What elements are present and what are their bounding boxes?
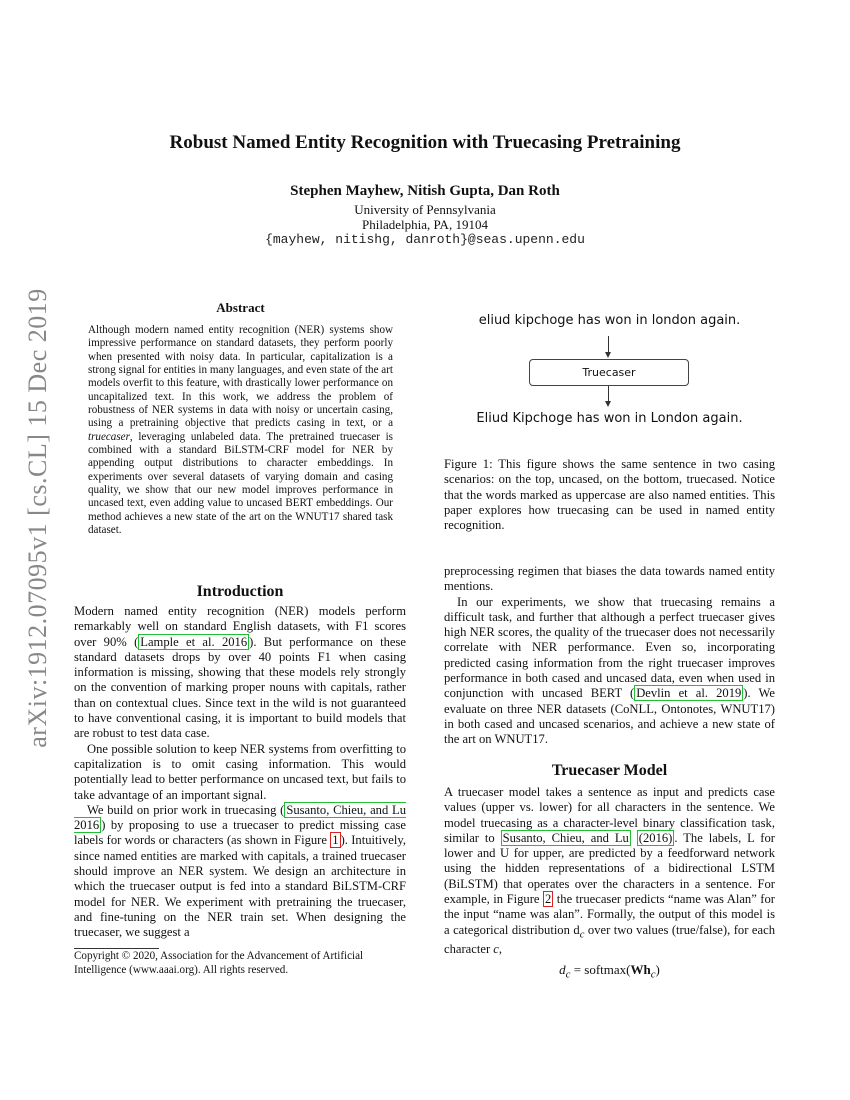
- paper-title: Robust Named Entity Recognition with Truecasing Pretraining: [169, 132, 681, 153]
- footnote-rule: [74, 948, 159, 949]
- figure-1-reference[interactable]: 1: [332, 833, 339, 848]
- copyright-footnote: Copyright © 2020, Association for the Advancement of Artificial Intelligence (www.aaai.org). All rights reserved.: [74, 950, 364, 976]
- abstract-emphasis: truecaser: [88, 430, 130, 443]
- introduction-heading: Introduction: [196, 583, 284, 600]
- abstract-body: Although modern named entity recognition (NER) systems show impressive performance on standard datasets, they perform poorly when presented with noisy data. In particular, capitalization is a strong signal for entities in many languages, and even state of the art models overfit to this feature, with drastically lower performance on uncapitalized text. In this work, we address the problem of robustness of NER systems in data with noisy or uncertain casing, using a pretraining objective that predicts casing in text, or a truecaser, leveraging unlabeled data. The pretrained truecaser is combined with a standard BiLSTM-CRF model for NER by appending output distributions to character embeddings. In experiments over several datasets of varying domain and casing quality, we show that our new model improves performance in uncased text, even adding value to uncased BERT embeddings. Our method achieves a new state of the art on the WNUT17 shared task dataset.: [88, 324, 393, 537]
- intro-paragraph-1: Modern named entity recognition (NER) models perform remarkably well on standard English datasets, with F1 scores over 90% ( Lample et al. 2016 ). But performance on these standard datasets drops by over 40 points F1 when casing information is missing, showing that these models rely strongly on the convention of marking proper nouns with capitals, rather than on contextual clues. Since text in the wild is not guaranteed to have conventional casing, it is important to build models that are robust to test data case.: [74, 604, 406, 741]
- right-paragraph-2: In our experiments, we show that truecasing remains a difficult task, and further that although a perfect truecaser gives high NER scores, the quality of the truecaser does not necessarily correlate with NER performance. Even so, incorporating predicted casing information from the right truecaser improves performance in both cased and uncased data, even when used in conjunction with uncased BERT ( Devlin et al. 2019 ). We evaluate on three NER datasets (CoNLL, Ontonotes, WNUT17) in both cased and uncased scenarios, and achieve a new state of the art on WNUT17.: [444, 594, 775, 747]
- citation-susanto-year[interactable]: (2016): [638, 830, 673, 845]
- author-affiliation: University of Pennsylvania: [354, 202, 496, 217]
- citation-devlin-2019[interactable]: Devlin et al. 2019: [636, 686, 742, 701]
- citation-susanto-2016[interactable]: Susanto, Chieu, and Lu 2016: [74, 802, 406, 833]
- introduction-body: [74, 604, 406, 941]
- figure-arrow-in-line: [608, 336, 609, 353]
- citation-susanto-authors[interactable]: Susanto, Chieu, and Lu: [502, 830, 629, 845]
- author-emails: {mayhew, nitishg, danroth}@seas.upenn.edu: [265, 232, 585, 247]
- figure-arrow-out-line: [608, 386, 609, 402]
- softmax-equation: $d_c$ = $softmax(Wh_c)$: [559, 962, 660, 981]
- figure-arrow-out-head: [605, 401, 611, 407]
- figure-arrow-in-head: [605, 352, 611, 358]
- figure-2-reference[interactable]: 2: [544, 892, 552, 907]
- author-address: Philadelphia, PA, 19104: [362, 217, 488, 232]
- paper-authors: Stephen Mayhew, Nitish Gupta, Dan Roth: [290, 183, 560, 199]
- truecaser-paragraph-1: A truecaser model takes a sentence as input and predicts case values (upper vs. lower) for all characters in the sentence. We model truecasing as a character-level binary classification task, similar to Susanto, Chieu, and Lu (2016) . The labels, L for lower and U for upper, are predicted by a feedforward network using the hidden representations of a bidirectional LSTM (BiLSTM) that operates over the characters in a sentence. For example, in Figure 2 the truecaser predicts “name was Alan” for the input “name was alan”. Formally, the output of this model is a categorical distribution $d_c$ over two values (true/false), for each character c,: [444, 785, 775, 957]
- arxiv-sidebar: [8, 288, 68, 748]
- right-paragraph-1: preprocessing regimen that biases the data towards named entity mentions.: [444, 564, 775, 594]
- figure-input-sentence: eliud kipchoge has won in london again.: [478, 313, 741, 328]
- citation-lample-2016[interactable]: Lample et al. 2016: [140, 634, 248, 649]
- arxiv-identifier: arXiv:1912.07095v1 [cs.CL] 15 Dec 2019: [23, 288, 52, 748]
- right-column-body: [444, 564, 775, 748]
- truecaser-model-body: [444, 785, 775, 958]
- intro-paragraph-3: We build on prior work in truecasing ( Susanto, Chieu, and Lu 2016 ) by proposing to use a truecaser to predict missing case labels for words or characters (as shown in Figure 1 ). Intuitively, since named entities are marked with capitals, a trained truecaser should improve an NER system. We design an architecture in which the truecaser output is fed into a standard BiLSTM-CRF model for NER. We experiment with pretraining the truecaser, and fine-tuning on the NER train set. When designing the truecaser, we suggest a: [74, 802, 406, 940]
- truecaser-model-heading: Truecaser Model: [551, 762, 668, 779]
- truecaser-box: Truecaser: [529, 359, 689, 386]
- abstract-heading: Abstract: [216, 300, 265, 315]
- figure-output-sentence: Eliud Kipchoge has won in London again.: [476, 411, 743, 426]
- figure-1-caption: Figure 1: This figure shows the same sentence in two casing scenarios: on the top, uncased, on the bottom, truecased. Notice that the words marked as uppercase are also named entities. This paper explores how truecasing can be used in named entity recognition.: [444, 457, 775, 533]
- intro-paragraph-2: One possible solution to keep NER systems from overfitting to capitalization is to omit casing information. This would potentially lead to better performance on uncased text, but fails to take advantage of an important signal.: [74, 741, 406, 802]
